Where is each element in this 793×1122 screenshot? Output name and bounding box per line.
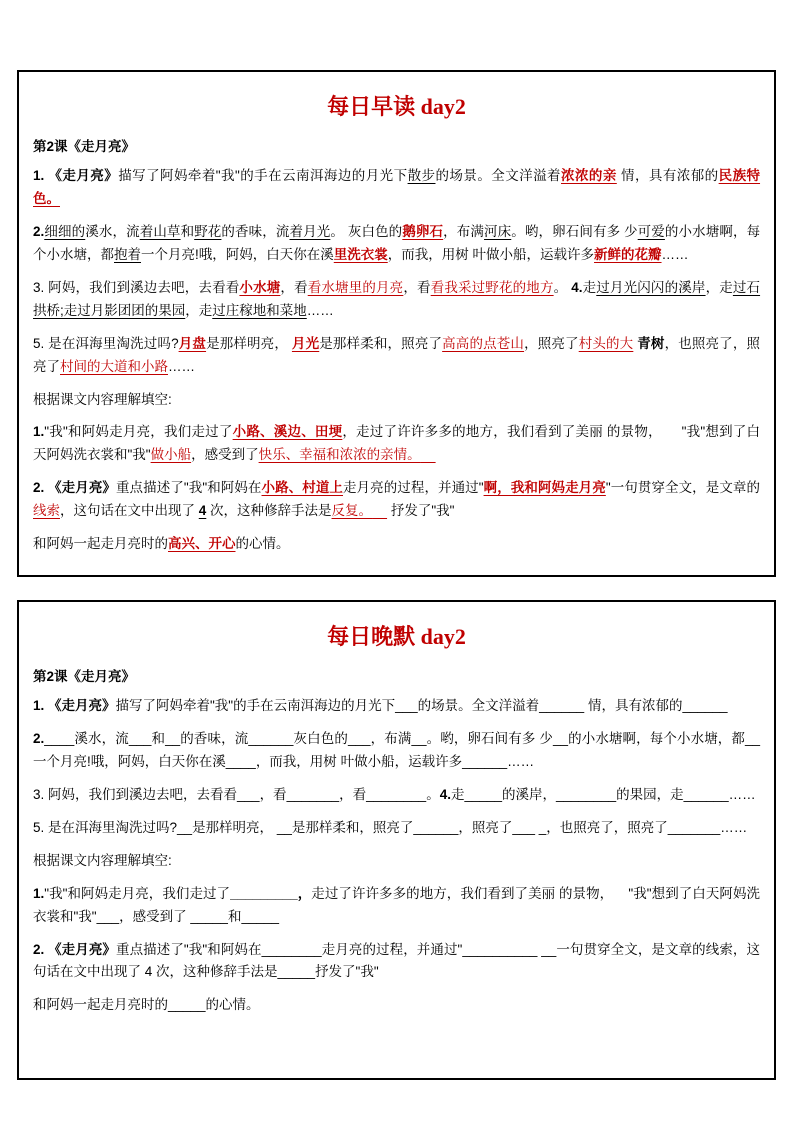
text-segment: 。哟，卵石间有多 少: [511, 223, 638, 239]
text-segment: 描写了阿妈牵着"我"的手在云南洱海边的月光下: [118, 168, 408, 183]
text-segment: 野花: [194, 223, 222, 239]
text-segment: 是在洱海里淘洗过吗?: [44, 819, 178, 835]
text-segment: 灰白色的: [293, 730, 348, 746]
text-segment: 村间的大道和小路: [60, 358, 168, 374]
text-segment: 3.: [33, 786, 45, 802]
fill-in-blank: ______: [539, 698, 585, 713]
fill-in-blank: ___: [96, 908, 120, 924]
text-segment: ……: [661, 246, 689, 262]
text-segment: 月光: [291, 335, 320, 351]
paragraph: [33, 695, 760, 718]
text-segment: 着山草: [139, 223, 181, 239]
text-segment: 。哟，卵石间有多 少: [426, 730, 553, 746]
text-segment: 和: [151, 730, 166, 746]
text-segment: 。: [553, 279, 572, 295]
text-segment: ，照亮了: [458, 819, 513, 835]
text-segment: 1.: [33, 424, 45, 440]
fill-in-blank: _____: [277, 964, 316, 980]
text-segment: 散步: [407, 168, 436, 183]
text-segment: 2. 《走月亮》: [33, 941, 116, 957]
text-segment: 可爱: [637, 223, 665, 239]
text-segment: ，走过了许许多多的地方，我们看到了美丽 的景物， "我"想到了白天阿妈洗衣裳和"我": [33, 424, 761, 463]
text-segment: 是那样柔和，照亮了: [319, 335, 443, 351]
fill-in-blank: _____: [464, 786, 503, 802]
text-segment: 着月光: [289, 223, 331, 239]
paragraph: [33, 477, 760, 523]
text-segment: 阿妈，我们到溪边去吧，去看看: [44, 786, 238, 802]
text-segment: 走月亮的过程，并通过": [342, 480, 484, 496]
morning-paragraph-list: [33, 165, 760, 556]
text-segment: 2.: [33, 730, 45, 746]
text-segment: ，: [297, 885, 312, 901]
text-segment: 走过了许许多多的地方，我们看到了美丽 的景物， "我"想到了白天阿妈洗衣裳和"我": [33, 885, 760, 924]
text-segment: 的心情。: [235, 536, 290, 552]
text-segment: 过月光闪闪的溪岸: [596, 279, 706, 295]
text-segment: 是那样明亮，: [192, 819, 277, 835]
text-segment: 和: [227, 908, 242, 924]
text-segment: 3.: [33, 279, 45, 295]
text-segment: ，也照亮了，照亮了: [546, 819, 668, 835]
fill-in-blank: ___: [395, 698, 418, 713]
text-segment: 浓浓的亲: [561, 168, 617, 183]
text-segment: ，看: [280, 279, 308, 295]
text-segment: 和: [180, 223, 195, 239]
fill-in-blank: ______: [248, 730, 294, 746]
fill-in-blank: _______: [667, 819, 721, 835]
text-segment: ，也照亮了，照亮了: [33, 335, 760, 374]
text-segment: 抱着: [114, 246, 141, 262]
text-segment: ……: [720, 819, 748, 835]
fill-in-blank: ___: [237, 786, 260, 802]
fill-in-blank: __: [745, 730, 761, 746]
text-segment: "我"和阿妈走月亮，我们走过了: [44, 885, 231, 901]
text-segment: 青树: [633, 335, 665, 351]
fill-in-blank: __: [552, 730, 568, 746]
text-segment: 啊，我和阿妈走月亮: [483, 480, 606, 496]
text-segment: 是那样柔和，照亮了: [291, 819, 414, 835]
fill-in-blank: ___: [347, 730, 371, 746]
paragraph: [33, 533, 760, 556]
text-segment: 根据课文内容理解填空:: [33, 391, 172, 407]
fill-in-blank: _____: [241, 908, 279, 924]
text-segment: 过石拱桥;走过月影团团的果园: [33, 279, 761, 318]
evening-lesson-heading: 第2课《走月亮》: [33, 669, 136, 684]
text-segment: 1. 《走月亮》: [33, 698, 116, 713]
text-segment: 的小水塘啊，每个小水塘，都: [33, 223, 761, 262]
text-segment: ，看: [403, 279, 431, 295]
fill-in-blank: __: [276, 819, 292, 835]
fill-in-blank: __: [165, 730, 181, 746]
text-segment: 一句贯穿全文，是文章的线索，这句话在文中出现了 4 次，这种修辞手法是: [33, 941, 760, 980]
morning-reading-panel: [17, 70, 776, 577]
text-segment: 做小船: [150, 447, 192, 463]
text-segment: ……: [507, 753, 535, 769]
fill-in-blank: __________ __: [462, 941, 557, 957]
text-segment: 看我采过野花的地方: [430, 279, 554, 295]
paragraph: [33, 165, 760, 211]
fill-in-blank: __: [411, 730, 427, 746]
text-segment: 溪水，流: [74, 730, 129, 746]
text-segment: 。: [426, 786, 440, 802]
text-segment: 和阿妈一起走月亮时的: [33, 536, 168, 552]
text-segment: 河床: [484, 223, 512, 239]
text-segment: 次，这种修辞手法是: [206, 503, 332, 519]
text-segment: ，看: [259, 786, 287, 802]
text-segment: 是那样明亮，: [206, 335, 292, 351]
paragraph: [33, 883, 760, 929]
text-segment: 高兴、开心: [168, 536, 236, 552]
fill-in-blank: ________: [261, 941, 322, 957]
text-segment: 看水塘里的月亮: [307, 279, 404, 295]
text-segment: 4.: [571, 279, 583, 295]
fill-in-blank: ______: [413, 819, 459, 835]
paragraph: [33, 389, 760, 412]
evening-paragraph-list: [33, 695, 760, 1017]
text-segment: 的场景。全文洋溢着: [435, 168, 561, 183]
morning-lesson-heading: 第2课《走月亮》: [33, 139, 136, 154]
text-segment: 一个月亮!哦，阿妈，白天你在溪: [141, 246, 334, 262]
paragraph: [33, 221, 760, 267]
text-segment: 反复。: [331, 503, 373, 519]
paragraph: [33, 850, 760, 873]
text-segment: 情，具有浓郁的: [616, 168, 719, 183]
text-segment: 是在洱海里淘洗过吗?: [44, 335, 179, 351]
text-segment: 4.: [439, 786, 451, 802]
text-segment: 快乐、幸福和浓浓的亲情。: [258, 447, 421, 463]
text-segment: ……: [168, 358, 195, 374]
text-segment: 走: [582, 279, 597, 295]
text-segment: 5.: [33, 335, 45, 351]
text-segment: "我"和阿妈走月亮，我们走过了: [44, 424, 233, 440]
fill-in-blank: ______: [462, 753, 508, 769]
text-segment: ，走: [705, 279, 733, 295]
text-segment: ，感受到了: [119, 908, 191, 924]
text-segment: 的香味，流: [180, 730, 249, 746]
text-segment: 的小水塘啊，每个小水塘，都: [567, 730, 746, 746]
text-segment: 抒发了"我": [315, 964, 379, 980]
text-segment: 的场景。全文洋溢着: [417, 698, 540, 713]
text-segment: 小水塘: [239, 279, 281, 295]
text-segment: 走: [450, 786, 465, 802]
text-segment: 走: [670, 786, 684, 802]
text-segment: 根据课文内容理解填空:: [33, 852, 172, 868]
text-segment: 小路、溪边、田埂: [232, 424, 343, 440]
text-segment: 一个月亮!哦，阿妈，白天你在溪: [33, 753, 226, 769]
text-segment: 和阿妈一起走月亮时的: [33, 997, 168, 1013]
text-segment: 1.: [33, 885, 45, 901]
fill-in-blank: _______: [286, 786, 340, 802]
paragraph: [33, 277, 760, 323]
text-segment: "一句贯穿全文，是文章的: [605, 480, 760, 496]
text-segment: 里洗衣裳: [333, 246, 388, 262]
fill-in-blank: ______: [683, 786, 729, 802]
morning-panel-title: 每日早读 day2: [327, 94, 466, 119]
fill-in-blank: ________: [366, 786, 427, 802]
text-segment: ，这句话在文中出现了: [60, 503, 199, 519]
text-segment: ，布满: [370, 730, 412, 746]
fill-in-blank: ________: [556, 786, 617, 802]
fill-in-blank: ___ _: [512, 819, 547, 835]
fill-in-blank: ______: [682, 698, 728, 713]
text-segment: 村头的大: [578, 335, 634, 351]
text-segment: 线索: [33, 503, 60, 519]
paragraph: [33, 994, 760, 1017]
text-segment: 4: [198, 503, 207, 519]
text-segment: 小路、村道上: [261, 480, 343, 496]
paragraph: [33, 817, 760, 840]
text-segment: 2. 《走月亮》: [33, 480, 116, 496]
text-segment: 重点描述了"我"和阿妈在: [116, 941, 262, 957]
text-segment: ……: [306, 302, 334, 318]
text-segment: 月盘: [178, 335, 207, 351]
text-segment: 描写了阿妈牵着"我"的手在云南洱海边的月光下: [115, 698, 396, 713]
fill-in-blank: [421, 447, 436, 462]
text-segment: ，而我，用树 叶做小船，运载许多: [255, 753, 463, 769]
text-segment: 走月亮的过程，并通过": [321, 941, 463, 957]
text-segment: 阿妈，我们到溪边去吧，去看看: [44, 279, 240, 295]
paragraph: [33, 421, 760, 467]
fill-in-blank: ____: [225, 753, 256, 769]
text-segment: 过庄稼地和菜地: [212, 302, 307, 318]
text-segment: 民族特色。: [33, 168, 761, 206]
paragraph: [33, 939, 760, 985]
text-segment: 。 灰白色的: [330, 223, 403, 239]
evening-dictation-panel: [17, 600, 776, 1080]
text-segment: 情，具有浓郁的: [584, 698, 683, 713]
text-segment: 2.: [33, 223, 45, 239]
text-segment: 鹅卵石: [402, 223, 444, 239]
text-segment: 的果园，: [616, 786, 671, 802]
text-segment: ，感受到了: [191, 447, 259, 463]
paragraph: [33, 784, 760, 807]
fill-in-blank: __: [177, 819, 193, 835]
text-segment: 新鲜的花瓣: [594, 246, 662, 262]
text-segment: 5.: [33, 819, 45, 835]
fill-in-blank: _____: [168, 997, 206, 1013]
text-segment: ，布满: [443, 223, 485, 239]
evening-panel-title: 每日晚默 day2: [327, 624, 466, 649]
text-segment: ，而我，用树 叶做小船，运载许多: [387, 246, 595, 262]
text-segment: ，看: [339, 786, 367, 802]
fill-in-blank: ___: [128, 730, 152, 746]
text-segment: 重点描述了"我"和阿妈在: [115, 480, 262, 496]
text-segment: ……: [728, 786, 756, 802]
paragraph: [33, 333, 760, 379]
fill-in-blank: _____: [190, 908, 228, 924]
fill-in-blank: [372, 503, 387, 518]
text-segment: 的香味，流: [221, 223, 290, 239]
text-segment: 高高的点苍山: [442, 335, 525, 351]
text-segment: ，走: [185, 302, 213, 318]
paragraph: [33, 728, 760, 774]
fill-in-blank: _________: [230, 885, 298, 901]
text-segment: 1. 《走月亮》: [33, 168, 119, 183]
text-segment: 的溪岸，: [502, 786, 557, 802]
text-segment: 溪水，流: [85, 223, 140, 239]
text-segment: 抒发了"我": [387, 503, 455, 519]
text-segment: ，照亮了: [524, 335, 579, 351]
fill-in-blank: ____: [44, 730, 75, 746]
text-segment: 的心情。: [205, 997, 260, 1013]
text-segment: 细细的: [44, 223, 86, 239]
